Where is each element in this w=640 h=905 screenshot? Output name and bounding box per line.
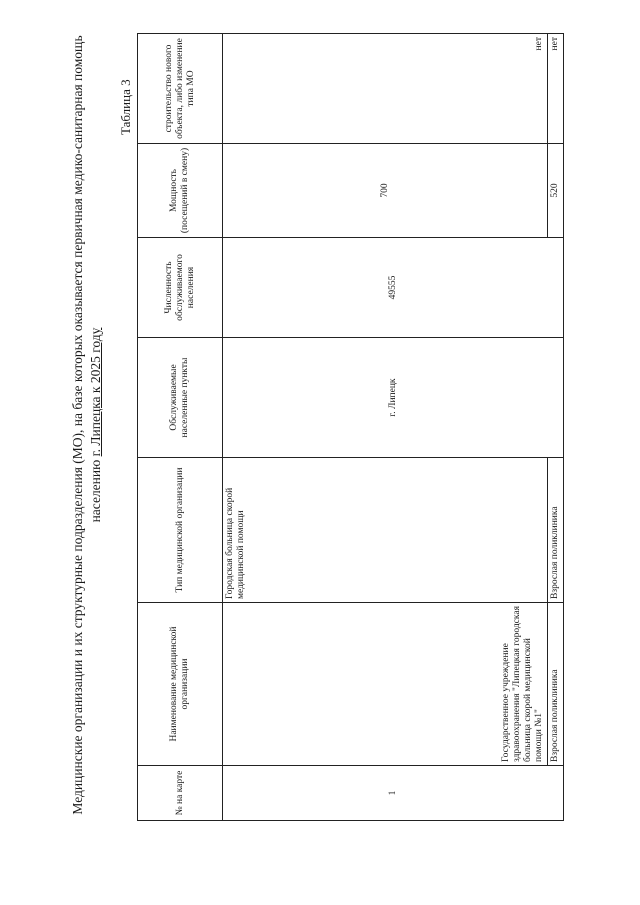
capacity: 700 bbox=[223, 144, 548, 238]
sub-name: Взрослая поликлиника bbox=[548, 603, 564, 766]
sub-construction: нет bbox=[548, 34, 564, 144]
header-name: Наименование медицинской организации bbox=[138, 603, 223, 766]
header-population: Численность обслуживаемого населения bbox=[138, 238, 223, 338]
document-title-line1: Медицинские организации и их структурные подразделения (МО), на базе которых оказывается первичная медико-санитарная помощь bbox=[70, 35, 85, 815]
org-name: Государственное учреждение здравоохранения "Липецкая городская больница скорой медицинской помощи №1" bbox=[223, 603, 548, 766]
title-prefix: населению bbox=[88, 459, 103, 523]
header-row bbox=[138, 34, 223, 821]
document-title-line2 bbox=[88, 25, 104, 825]
header-settlements: Обслуживаемые населенные пункты bbox=[138, 338, 223, 458]
header-construction: строительство нового объекта, либо изменение типа МО bbox=[138, 34, 223, 144]
settlement: г. Липецк bbox=[223, 338, 564, 458]
header-num: № на карте bbox=[138, 766, 223, 821]
header-type: Тип медицинской организации bbox=[138, 458, 223, 603]
construction: нет bbox=[223, 34, 548, 144]
title-place: г. Липецка к 2025 году bbox=[88, 327, 103, 457]
org-type: Городская больница скорой медицинской помощи bbox=[223, 458, 548, 603]
facilities-table bbox=[137, 33, 564, 821]
header-capacity: Мощность (посещений в смену) bbox=[138, 144, 223, 238]
population: 49555 bbox=[223, 238, 564, 338]
sub-type: Взрослая поликлиника bbox=[548, 458, 564, 603]
sub-capacity: 520 bbox=[548, 144, 564, 238]
table-label: Таблица 3 bbox=[118, 79, 133, 135]
table-row bbox=[223, 34, 548, 821]
row-num: 1 bbox=[223, 766, 564, 821]
